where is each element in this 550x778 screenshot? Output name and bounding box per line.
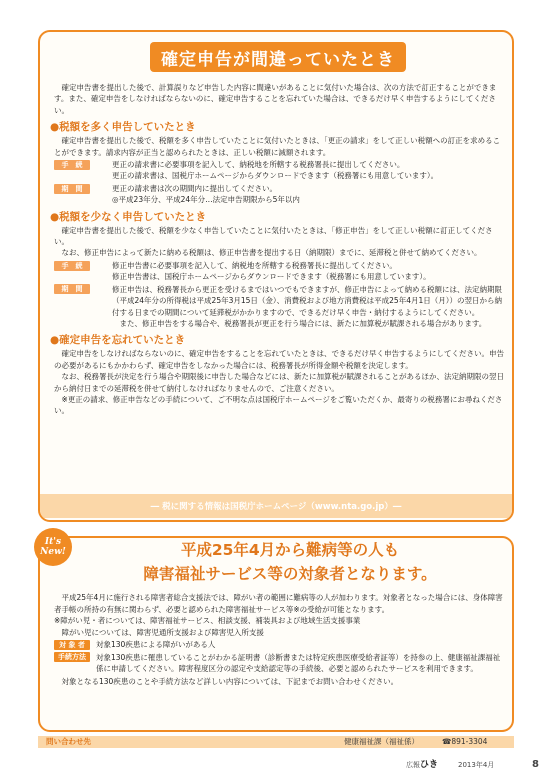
issue-date: 2013年4月 [458, 761, 495, 769]
section-underpaid-body: 確定申告書を提出した後で、税額を少なく申告していたことに気付いたときは、「修正申告」をして正しい税額に訂正してください。 [54, 225, 493, 247]
section-forgot-body: 確定申告をしなければならないのに、確定申告をすることを忘れていたときは、できるだけ早く申告するようにしてください。申告の必要があるにもかかわらず、確定申告をしなかった場合には、税務署長が所得金額や税額を決定します。 [54, 349, 504, 370]
overpaid-procedure-line: 更正の請求書に必要事項を記入して、納税地を所轄する税務署長に提出してください。 [112, 160, 405, 170]
section-forgot-note: ※更正の請求、修正申告などの手続について、ご不明な点は国税庁ホームページをご覧いただくか、最寄りの税務署にお尋ねください。 [54, 394, 503, 416]
period-tag: 期 間 [54, 284, 90, 294]
underpaid-procedure-line: 修正申告書は、国税庁ホームページからダウンロードできます（税務署にも用意しています）。 [112, 272, 431, 282]
disability-note: ※障がい児・者については、障害福祉サービス、相談支援、補装具および地域生活支援事業 [54, 616, 361, 625]
page-number: 8 [532, 759, 539, 770]
underpaid-procedure-line: 修正申告書に必要事項を記入して、納税地を所轄する税務署長に提出してください。 [112, 260, 397, 270]
target-tag: 対 象 者 [54, 640, 90, 650]
section-overpaid-body: 確定申告書を提出した後で、税額を多く申告していたことに気付いたときは、「更正の請求」をして正しい税額への訂正を求めることができます。請求内容が正当と認められたときは、正しい税額に減額されます。 [54, 136, 501, 157]
underpaid-procedure-row [54, 260, 506, 283]
nta-website-text: ― 税に関する情報は国税庁ホームページ（www.nta.go.jp）― [150, 502, 402, 512]
overpaid-period-row [54, 183, 506, 206]
underpaid-period-line: また、修正申告をする場合や、税務署長が更正を行う場合には、新たに加算税が賦課される場合があります。 [119, 318, 487, 328]
underpaid-period-line: 修正申告は、税務署長から更正を受けるまではいつでもできますが、修正申告によって納める税額には、法定納期限（平成24年分の所得税は平成25年3月15日（金）、消費税および地方消費税は平成25年4月1日（月））の翌日から納付する日までの期間について延滞税がかかりますので、できるだけ早く申告・納付するようにしてください。 [112, 284, 502, 317]
contact-label: 問い合わせ先 [46, 737, 91, 746]
procedure-method-tag: 手続方法 [54, 652, 90, 662]
its-new-badge [34, 528, 72, 566]
disability-note: 障がい児については、障害児通所支援および障害児入所支援 [61, 627, 264, 637]
page-footer [406, 758, 546, 772]
tax-content [50, 82, 506, 417]
publication-label: 広報 [406, 761, 420, 769]
publication-logo: ひき [420, 760, 439, 770]
headline-line: 平成25年4月から難病等の人も [180, 541, 400, 559]
period-tag: 期 間 [54, 184, 90, 194]
tax-title-wrap [150, 42, 406, 72]
badge-line: New! [40, 547, 66, 557]
disability-headline [80, 538, 500, 586]
section-overpaid-heading: ●税額を多く申告していたとき [50, 121, 196, 134]
section-underpaid-body: なお、修正申告によって新たに納める税額は、修正申告書を提出する日（納期限）までに、延滞税と併せて納めてください。 [61, 248, 482, 258]
procedure-row [54, 652, 506, 675]
procedure-tag: 手 続 [54, 261, 90, 271]
underpaid-period-row [54, 284, 506, 330]
tax-title: 確定申告が間違っていたとき [150, 42, 406, 72]
badge-line: It's [44, 537, 62, 547]
headline-line: 障害福祉サービス等の対象者となります。 [143, 565, 437, 583]
tax-intro: 確定申告書を提出した後で、計算誤りなど申告した内容に間違いがあることに気付いた場合は、次の方法で訂正することができます。また、確定申告をしなければならないのに、確定申告することを忘れていた場合は、できるだけ早く申告するようにしてください。 [54, 83, 497, 115]
section-underpaid-heading: ●税額を少なく申告していたとき [50, 210, 207, 223]
overpaid-period-line: 更正の請求書は次の期間内に提出してください。 [112, 183, 277, 193]
section-forgot-body: なお、税務署長が決定を行う場合や期限後に申告した場合などには、新たに加算税が賦課されることがあるほか、法定納期限の翌日から納付日までの延滞税を併せて納付しなければなりませんので、ご注意ください。 [54, 372, 504, 393]
procedure-tag: 手 続 [54, 160, 90, 170]
contact-department: 健康福祉課（福祉係） [344, 737, 419, 746]
disability-intro: 平成25年4月に施行される障害者総合支援法では、障がい者の範囲に難病等の人が加わります。対象者となった場合には、身体障害者手帳の所持の有無に関わらず、必要と認められた障害福祉サービス等※の受給が可能となります。 [54, 593, 503, 614]
contact-bar [38, 736, 514, 748]
target-row [54, 639, 506, 651]
section-forgot-heading: ●確定申告を忘れていたとき [50, 334, 186, 347]
disability-content [54, 592, 506, 687]
nta-website-band [40, 494, 512, 518]
contact-phone: ☎891-3304 [442, 737, 488, 746]
tax-return-correction-box [38, 30, 514, 522]
procedure-text: 対象130疾患に罹患していることがわかる証明書（診断書または特定疾患医療受給者証等）を持参の上、健康福祉課福祉係に申請してください。障害程度区分の認定や支給認定等の手続後、必要と認められたサービスを利用できます。 [96, 652, 501, 673]
overpaid-procedure-row [54, 159, 506, 182]
overpaid-procedure-line: 更正の請求書は、国税庁ホームページからダウンロードできます（税務署にも用意しています）。 [112, 171, 439, 181]
target-text: 対象130疾患による障がいがある人 [96, 640, 216, 649]
overpaid-period-line: ◎平成23年分、平成24年分…法定申告期限から5年以内 [112, 195, 300, 205]
disability-closing: 対象となる130疾患のことや手続方法など詳しい内容については、下記までお問い合わせください。 [61, 676, 399, 686]
